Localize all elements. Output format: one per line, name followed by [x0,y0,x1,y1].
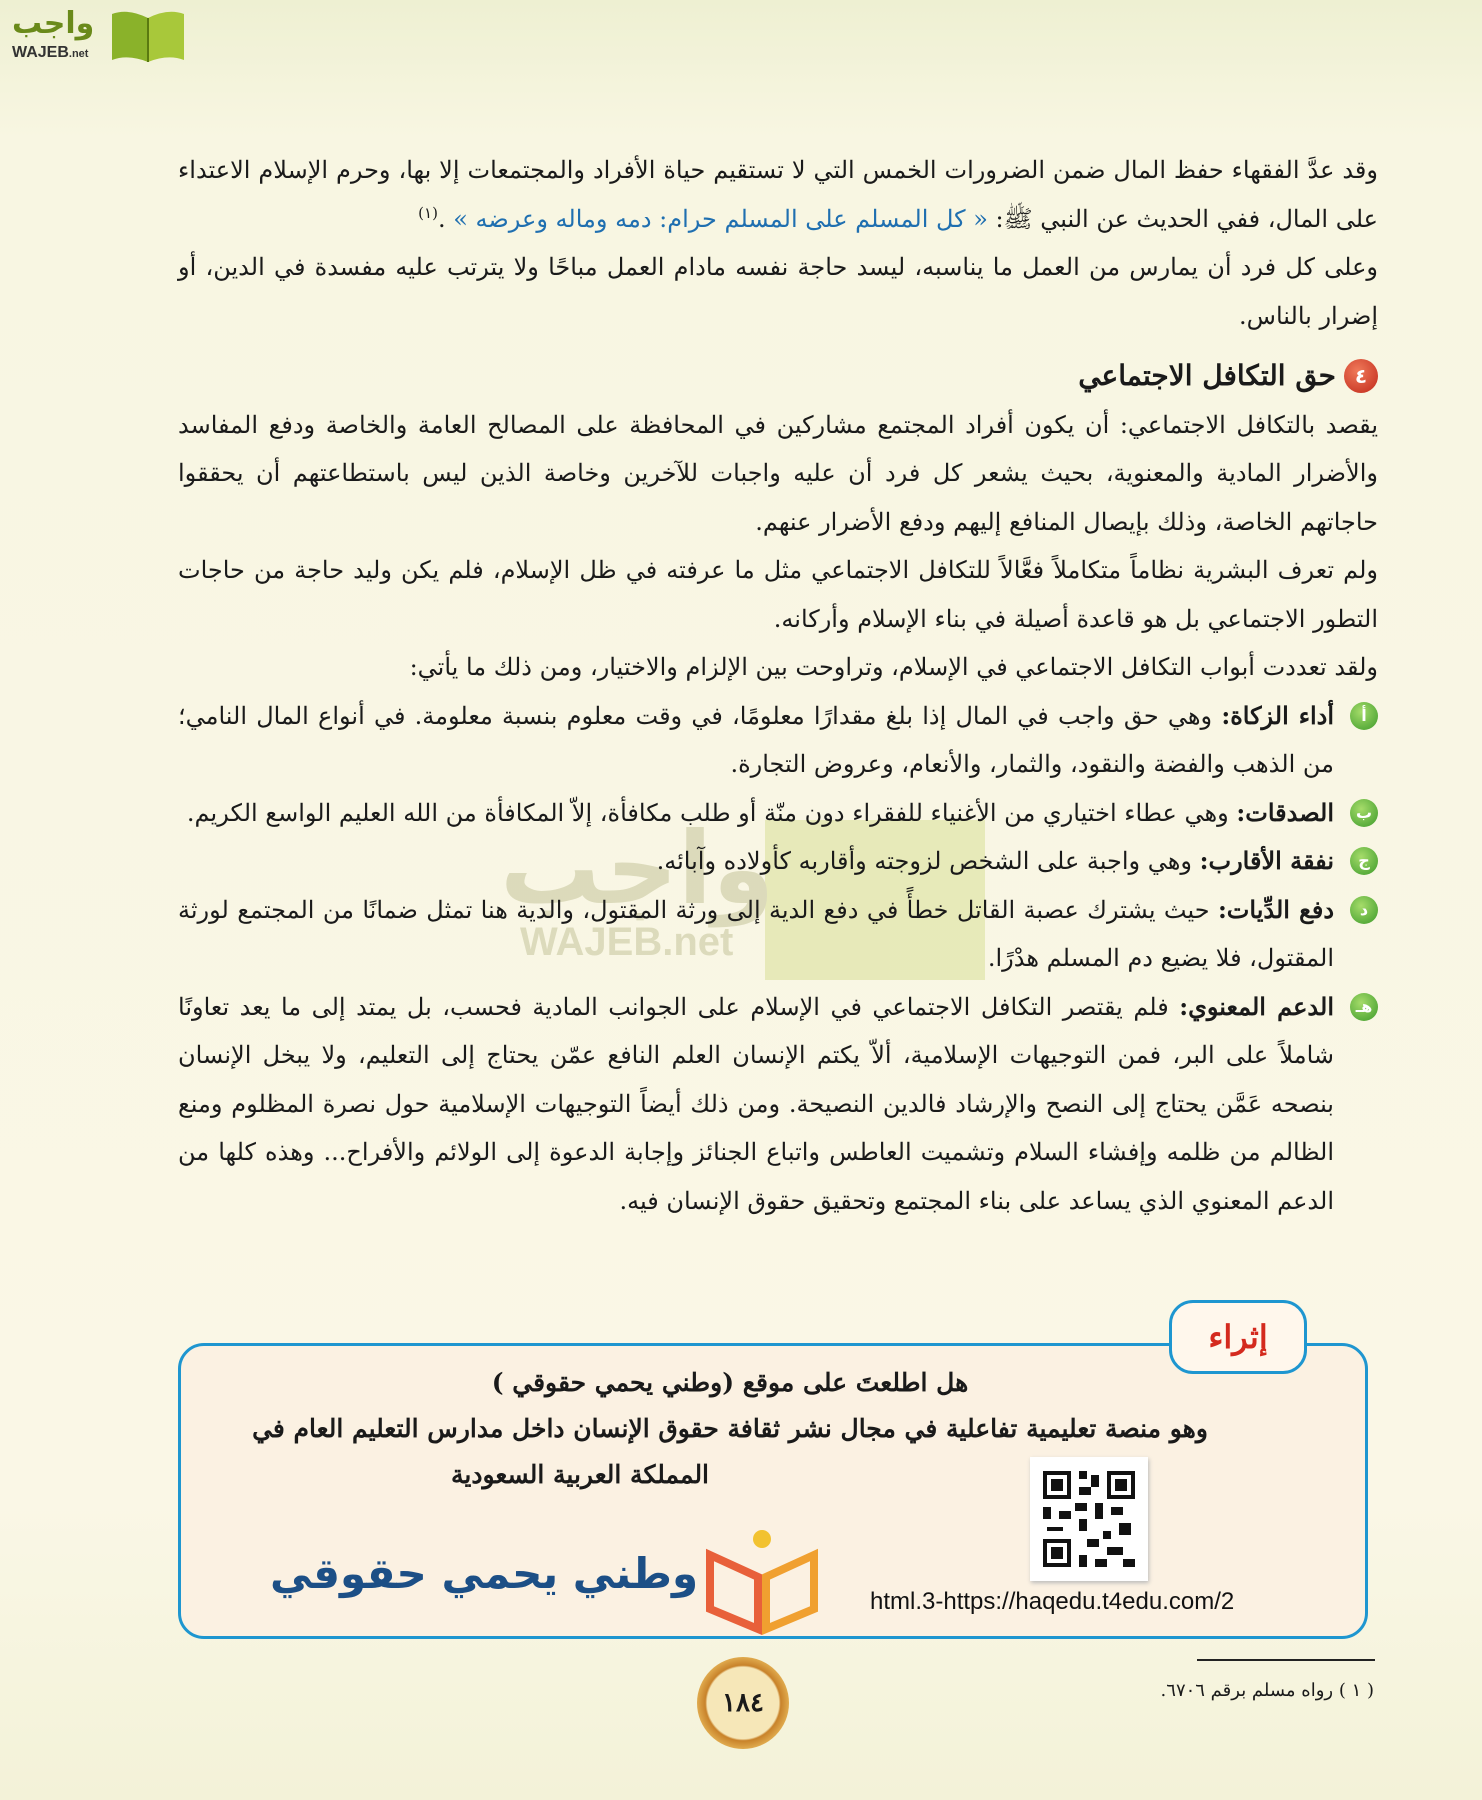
site-url-link[interactable]: html.3-https://haqedu.t4edu.com/2 [870,1588,1235,1615]
wajeb-logo[interactable] [8,4,190,68]
enrichment-country: المملكة العربية السعودية [450,1460,710,1489]
book-icon [108,6,188,64]
logo-latin [12,44,88,62]
qr-code[interactable] [1030,1457,1148,1581]
list-item-sadaqat [178,789,1378,838]
item-text: فلم يقتصر التكافل الاجتماعي في الإسلام على الجوانب المادية فحسب، بل يمتد إلى ما يعد تعاونًا شاملاً على البر، فمن التوجيهات الإسلامية، ألاّ يكتم الإنسان العلم النافع عمّن يحتاج إلى التعليم، ولا يبخل الإنسان بنصحه عَمَّن يحتاج إلى النصح والإرشاد فالدين النصيحة. ومن ذلك أيضاً التوجيهات الإسلامية حول نصرة المظلوم ومنع الظالم من ظلمه وإفشاء السلام وتشميت العاطس واتباع الجنائز وإجابة الدعوة إلى الولائم والأفراح... وهذه كلها من الدعم المعنوي الذي يساعد على بناء المجتمع وتحقيق حقوق الإنسان فيه. [178,992,1334,1215]
list-item-nafaqa [178,837,1378,886]
enrichment-description: وهو منصة تعليمية تفاعلية في مجال نشر ثقافة حقوق الإنسان داخل مدارس التعليم العام في [252,1414,1208,1443]
watermark-arabic: واجب [500,810,775,927]
footnote: ( ١ ) رواه مسلم برقم ٦٧٠٦. [1160,1680,1374,1701]
item-text: حيث يشترك عصبة القاتل خطأً في دفع الدية إلى ورثة المقتول، والدية هنا تمثل ضمانًا من المجتمع لورثة المقتول، فلا يضيع دم المسلم هدْرًا. [178,895,1334,972]
item-term: الصدقات: [1236,797,1334,827]
bullet-letter: ج [1350,847,1378,875]
logo-arabic: واجب [12,6,95,41]
page-content [178,146,1378,1225]
intro-end: . [437,204,454,233]
item-term: دفع الدِّيات: [1217,894,1335,924]
enrichment-tab: إثراء [1169,1300,1307,1374]
intro-text: وقد عدَّ الفقهاء حفظ المال ضمن الضرورات الخمس التي لا تستقيم حياة الأفراد والمجتمعات إلا بها، وحرم الإسلام الاعتداء على المال، ففي الحديث عن النبي ﷺ: [178,156,1378,233]
intro-paragraph-2: وعلى كل فرد أن يمارس من العمل ما يناسبه، ليسد حاجة نفسه مادام العمل مباحًا ولا يترتب عليه مفسدة في الدين، أو إضرار بالناس. [178,253,1378,330]
item-text: وهي واجبة على الشخص لزوجته وأقاربه كأولاده وآبائه. [656,847,1200,875]
list-item-zakat [178,692,1378,789]
qr-code-icon [1039,1467,1139,1571]
site-logo-text: وطني يحمي حقوقي [270,1549,699,1598]
bullet-letter: د [1350,896,1378,924]
item-text: وهي حق واجب في المال إذا بلغ مقدارًا معلومًا، في وقت معلوم بنسبة معلومة. في أنواع المال النامي؛ من الذهب والفضة والنقود، والثمار، والأنعام، وعروض التجارة. [178,701,1334,778]
footnote-divider [1197,1659,1375,1661]
page-number: ١٨٤ [697,1657,789,1749]
watani-site-logo[interactable] [270,1525,830,1635]
section-title: حق التكافل الاجتماعي [1078,359,1336,392]
hadith-quote: « كل المسلم على المسلم حرام: دمه وماله وعرضه » [453,204,988,233]
open-book-logo-icon [700,1525,830,1635]
section-heading [178,352,1378,401]
footnote-ref[interactable]: (١) [418,203,438,222]
section-number-badge: ٤ [1344,359,1378,393]
bullet-letter: أ [1350,702,1378,730]
enrichment-question: هل اطلعتَ على موقع (وطني يحمي حقوقي ) [491,1368,969,1397]
section-paragraph-3: ولقد تعددت أبواب التكافل الاجتماعي في الإسلام، وتراوحت بين الإلزام والاختيار، ومن ذلك ما يأتي: [409,653,1378,681]
logo-latin-text: WAJEB [12,44,69,61]
item-text: وهي عطاء اختياري من الأغنياء للفقراء دون منّة أو طلب مكافأة، إلاّ المكافأة من الله العليم الواسع الكريم. [186,798,1237,827]
section-paragraph-1: يقصد بالتكافل الاجتماعي: أن يكون أفراد المجتمع مشاركين في المحافظة على المصالح العامة والخاصة ودفع المفاسد والأضرار المادية والمعنوية، بحيث يشعر كل فرد أن عليه واجبات للآخرين وخاصة الذين ليس باستطاعتهم أن يحققوا حاجاتهم الخاصة، وذلك بإيصال المنافع إليهم ودفع الأضرار عنهم. [178,410,1378,536]
list-item-moral-support [178,983,1378,1226]
bullet-letter: هـ [1350,993,1378,1021]
item-term: نفقة الأقارب: [1199,846,1334,875]
section-paragraph-2: ولم تعرف البشرية نظاماً متكاملاً فعَّالاً للتكافل الاجتماعي مثل ما عرفته في ظل الإسلام، فلم يكن وليد حاجة من حاجات التطور الاجتماعي بل هو قاعدة أصيلة في بناء الإسلام وأركانه. [178,556,1378,633]
item-term: أداء الزكاة: [1221,700,1334,730]
logo-latin-suffix: .net [68,48,89,60]
intro-paragraph-1 [178,146,1378,243]
bullet-letter: ب [1350,799,1378,827]
item-term: الدعم المعنوي: [1179,991,1334,1021]
watermark-latin: WAJEB.net [520,920,734,964]
list-item-diyat [178,886,1378,983]
